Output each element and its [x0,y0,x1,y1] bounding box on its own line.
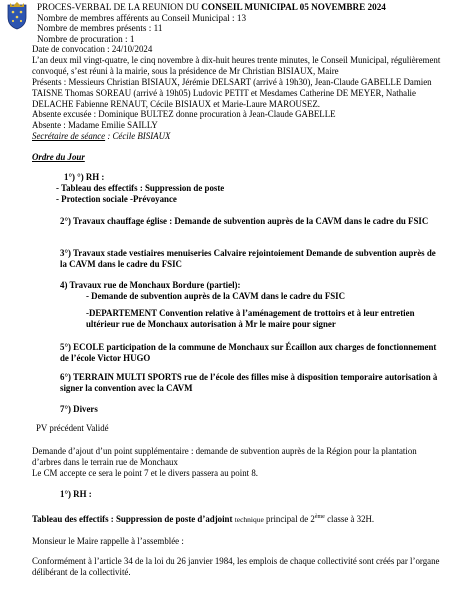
legal-article: Conformément à l’article 34 de la loi du 26 janvier 1984, les emplois de chaque collectivité sont créés par l’organe délibérant de la collectivité. [32,556,440,577]
agenda-item-misc: 7°) Divers [60,404,98,414]
members-in-office: Nombre de membres afférents au Conseil Municipal : 13 [37,12,247,23]
agenda-item-sports-field: 6°) TERRAIN MULTI SPORTS rue de l’école des filles mise à disposition temporaire autorisation à signer la convention avec la CAVM [60,372,438,393]
session-secretary: Secrétaire de séance : Cécile BISIAUX [32,131,171,142]
convocation-date: Date de convocation : 24/10/2024 [32,44,153,54]
agenda-item-rh-line: - Protection sociale -Prévoyance [56,194,177,204]
council-acceptance: Le CM accepte ce sera le point 7 et le divers passera au point 8. [32,468,258,478]
agenda-item-stadium-works: 3°) Travaux stade vestiaires menuiseries Calvaire rejointoiement Demande de subvention auprès de la CAVM dans le cadre du FSIC [60,248,436,269]
agenda-item-monchaux-road-title: 4) Travaux rue de Monchaux Bordure (partiel): [60,280,241,290]
document-header [37,2,447,44]
agenda-item-rh-title: 1°) °) RH : [64,172,105,182]
municipal-crest-icon [6,2,28,30]
mayor-recall: Monsieur le Maire rappelle à l’assemblée : [32,536,184,546]
excused-members: Absente excusée : Dominique BULTEZ donne procuration à Jean-Claude GABELLE [32,109,336,120]
additional-point-request: Demande d’ajout d’un point supplémentaire : demande de subvention auprès de la Région pour la plantation d’arbres dans le terrain rue de Monchaux [32,446,417,467]
present-members: Présents : Messieurs Christian BISIAUX, Jérémie DELSART (arrivé à 19h30), Jean-Claude GABELLE Damien TAISNE Thomas SOREAU (arrivé à 19h05) Ludovic PETIT et Mesdames Catherine DE MEYER, Nathalie DELACHE Fabienne RENAUT, Cécile BISIAUX et Marie-Laure MAROUSEZ. [32,76,432,109]
agenda-item-rh [56,172,442,205]
agenda-item-rh-line: - Tableau des effectifs : Suppression de poste [56,183,225,193]
pv-validated: PV précédent Validé [36,423,109,433]
members-present: Nombre de membres présents : 11 [37,23,163,33]
rh-section-heading: 1°) RH : [60,489,92,499]
proxy-count: Nombre de procuration : 1 [37,33,135,44]
document-title: PROCES-VERBAL DE LA REUNION DU CONSEIL MUNICIPAL 05 NOVEMBRE 2024 [37,2,386,12]
agenda-heading: Ordre du Jour [32,152,85,162]
staffing-table-change: Tableau des effectifs : Suppression de poste d’adjoint technique principal de 2ème classe à 32H. [32,513,375,524]
agenda-item-monchaux-road [60,280,442,330]
absent-members: Absente : Madame Emilie SAILLY [32,120,158,131]
agenda-item-monchaux-road-sub1: - Demande de subvention auprès de la CAVM dans le cadre du FSIC [86,291,346,301]
agenda-item-church-heating: 2°) Travaux chauffage église : Demande de subvention auprès de la CAVM dans le cadre du FSIC [60,216,429,226]
agenda-item-school: 5°) ECOLE participation de la commune de Monchaux sur Écaillon aux charges de fonctionnement de l’école Victor HUGO [60,342,437,363]
intro-section [32,44,444,142]
agenda-item-monchaux-road-sub2: -DEPARTEMENT Convention relative à l’aménagement de trottoirs et à leur entretien ultérieur rue de Monchaux autorisation à Mr le maire pour signer [86,308,415,329]
opening-paragraph: L’an deux mil vingt-quatre, le cinq novembre à dix-huit heures trente minutes, le Conseil Municipal, régulièrement convoqué, s’est réuni à la mairie, sous la présidence de Mr Christian BISIAUX, Maire [32,54,441,76]
